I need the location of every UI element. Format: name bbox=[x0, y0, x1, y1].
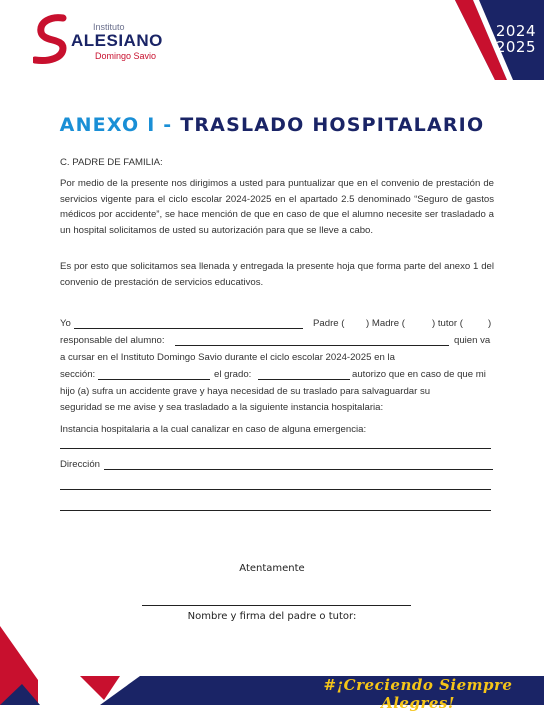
label-direccion: Dirección bbox=[60, 459, 100, 470]
option-close: ) bbox=[488, 318, 492, 329]
address-input-line-3[interactable] bbox=[60, 510, 491, 511]
label-seccion: sección: bbox=[60, 369, 96, 380]
title-part-annex: ANEXO I - bbox=[59, 114, 181, 136]
paragraph-request: Es por esto que solicitamos sea llenada y entregada la presente hoja que forma parte del anexo 1 del convenio de prestación de servicios educativos. bbox=[60, 261, 494, 288]
address-input-line-1[interactable] bbox=[104, 469, 493, 470]
label-yo: Yo bbox=[60, 318, 71, 329]
option-tutor[interactable]: ) tutor ( bbox=[432, 318, 463, 329]
logo-institute-text: Instituto bbox=[93, 22, 125, 32]
address-input-line-2[interactable] bbox=[60, 489, 491, 490]
student-input-line[interactable] bbox=[175, 345, 449, 346]
label-grado: el grado: bbox=[214, 369, 252, 380]
section-input-line[interactable] bbox=[98, 379, 210, 380]
hospital-input-line[interactable] bbox=[60, 448, 491, 449]
name-input-line[interactable] bbox=[74, 328, 303, 329]
signature-label: Nombre y firma del padre o tutor: bbox=[187, 611, 357, 622]
label-quien-va: quien va bbox=[454, 335, 491, 346]
greeting: C. PADRE DE FAMILIA: bbox=[60, 157, 163, 168]
title-part-transfer: TRASLADO HOSPITALARIO bbox=[180, 114, 485, 136]
option-madre[interactable]: ) Madre ( bbox=[366, 318, 405, 329]
label-instancia: Instancia hospitalaria a la cual canalizar en caso de alguna emergencia: bbox=[60, 424, 367, 435]
logo-name-text: ALESIANO bbox=[71, 31, 163, 50]
year-top: 2024 bbox=[495, 22, 536, 40]
page-title bbox=[0, 114, 544, 136]
salesiano-s-logo-icon bbox=[33, 14, 73, 66]
text-cursar: a cursar en el Instituto Domingo Savio durante el ciclo escolar 2024-2025 en la bbox=[60, 352, 395, 363]
grade-input-line[interactable] bbox=[258, 379, 350, 380]
paragraph-intro: Por medio de la presente nos dirigimos a usted para puntualizar que en el convenio de prestación de servicios vigente para el ciclo escolar 2024-2025 en el apartado 2.5 denominado “Seguro de gastos médicos por accidente”, se hace mención de que en caso de que el alumno necesite ser trasladado a un hospital solicitamos de usted su autorización para que se lleve a cabo. bbox=[60, 178, 494, 236]
label-responsable: responsable del alumno: bbox=[60, 335, 165, 346]
text-hijo: hijo (a) sufra un accidente grave y haya necesidad de su traslado para salvaguardar su bbox=[60, 386, 431, 397]
closing-text: Atentamente bbox=[239, 563, 305, 574]
year-bottom: 2025 bbox=[495, 38, 536, 56]
text-seguridad: seguridad se me avise y sea trasladado a la siguiente instancia hospitalaria: bbox=[60, 402, 384, 413]
text-autorizo: autorizo que en caso de que mi bbox=[352, 369, 486, 380]
footer-slogan: #¡Creciendo Siempre Alegres! bbox=[323, 676, 513, 712]
option-padre[interactable]: Padre ( bbox=[313, 318, 345, 329]
logo-sub-text: Domingo Savio bbox=[95, 51, 157, 61]
signature-line[interactable] bbox=[142, 605, 411, 606]
